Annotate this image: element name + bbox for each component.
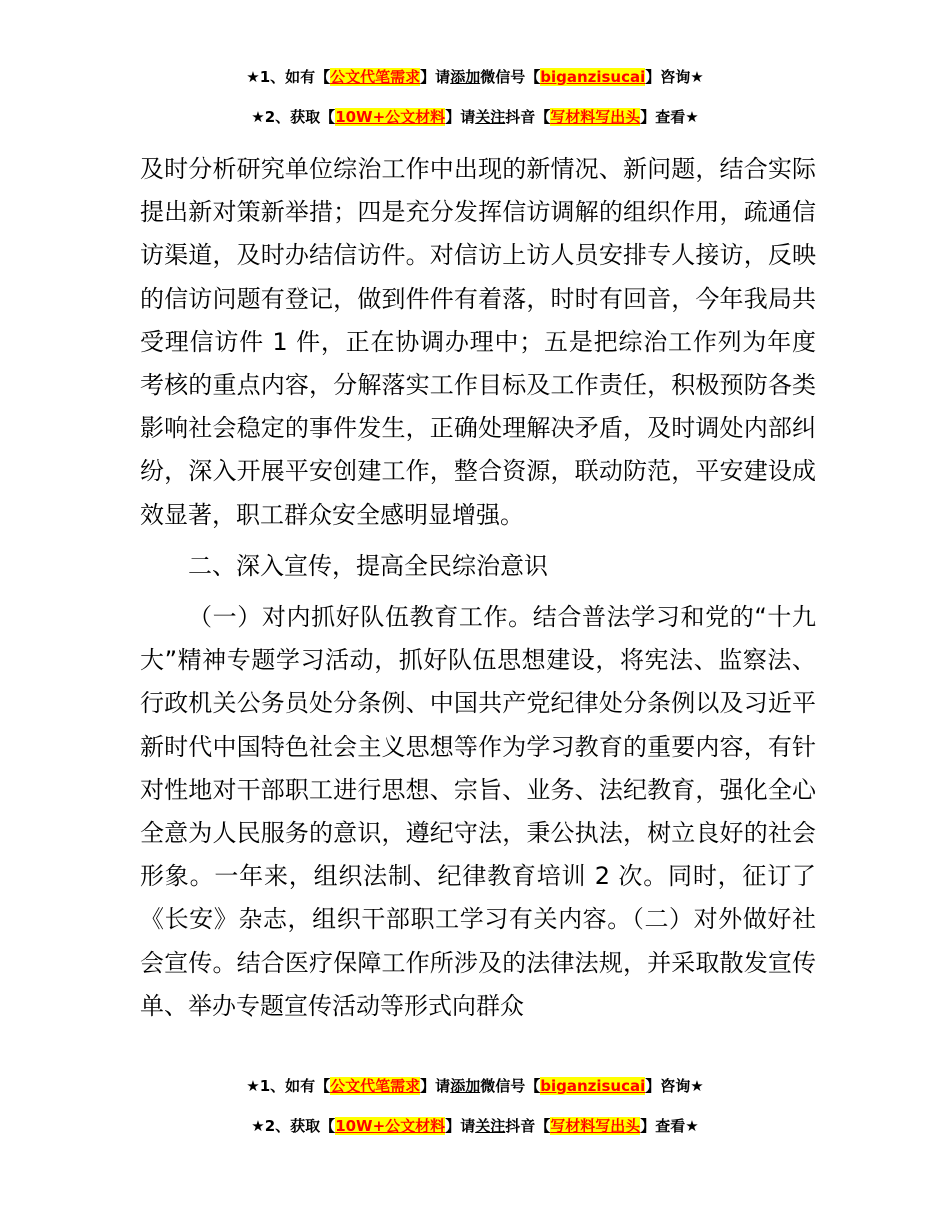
promo-text: ★2、获取【 bbox=[251, 108, 336, 126]
body-paragraph-1: 及时分析研究单位综治工作中出现的新情况、新问题，结合实际提出新对策新举措；四是充分发挥信访调解的组织作用，疏通信访渠道，及时办结信访件。对信访上访人员安排专人接访，反映的信访问题有登记，做到件件有着落，时时有回音，今年我局共受理信访件 1 件，正在协调办理中；五是把综治工作列为年度考核的重点内容，分解落实工作目标及工作责任，积极预防各类影响社会稳定的事件发生，正确处理解决矛盾，及时调处内部纠纷，深入开展平安创建工作，整合资源，联动防范，平安建设成效显著，职工群众安全感明显增强。 bbox=[140, 155, 816, 529]
promo-highlight-wechat-id: biganzisucai bbox=[540, 1077, 646, 1095]
promo-highlight-douyin-account: 写材料写出头 bbox=[550, 108, 641, 126]
promo-text: 抖音【 bbox=[505, 108, 551, 126]
header-promo-line-1 bbox=[0, 67, 950, 87]
promo-highlight-materials: 10W+公文材料 bbox=[335, 108, 446, 126]
promo-highlight-service: 公文代笔需求 bbox=[330, 1077, 421, 1095]
promo-underlined-word: 添加 bbox=[450, 1077, 481, 1095]
promo-text: 】咨询★ bbox=[645, 68, 704, 86]
document-body bbox=[140, 148, 816, 1028]
promo-text: ★2、获取【 bbox=[251, 1117, 336, 1135]
promo-highlight-wechat-id: biganzisucai bbox=[540, 68, 646, 86]
promo-text: 】请 bbox=[445, 1117, 476, 1135]
header-promo-line-2 bbox=[0, 107, 950, 127]
promo-text: 】查看★ bbox=[640, 108, 699, 126]
promo-text: 】请 bbox=[420, 1077, 451, 1095]
promo-text: 】咨询★ bbox=[645, 1077, 704, 1095]
footer-promo-line-2 bbox=[0, 1116, 950, 1136]
promo-text: 】请 bbox=[420, 68, 451, 86]
promo-highlight-service: 公文代笔需求 bbox=[330, 68, 421, 86]
promo-underlined-word: 关注 bbox=[475, 1117, 506, 1135]
promo-text: 】查看★ bbox=[640, 1117, 699, 1135]
promo-underlined-word: 关注 bbox=[475, 108, 506, 126]
body-paragraph-2: （一）对内抓好队伍教育工作。结合普法学习和党的“十九大”精神专题学习活动，抓好队伍思想建设，将宪法、监察法、行政机关公务员处分条例、中国共产党纪律处分条例以及习近平新时代中国特色社会主义思想等作为学习教育的重要内容，有针对性地对干部职工进行思想、宗旨、业务、法纪教育，强化全心全意为人民服务的意识，遵纪守法，秉公执法，树立良好的社会形象。一年来，组织法制、纪律教育培训 2 次。同时，征订了《长安》杂志，组织干部职工学习有关内容。（二）对外做好社会宣传。结合医疗保障工作所涉及的法律法规，并采取散发宣传单、举办专题宣传活动等形式向群众 bbox=[140, 603, 816, 1020]
footer-promo-line-1 bbox=[0, 1076, 950, 1096]
promo-highlight-douyin-account: 写材料写出头 bbox=[550, 1117, 641, 1135]
promo-text: 】请 bbox=[445, 108, 476, 126]
promo-text: 微信号【 bbox=[480, 1077, 541, 1095]
promo-text: 微信号【 bbox=[480, 68, 541, 86]
promo-highlight-materials: 10W+公文材料 bbox=[335, 1117, 446, 1135]
promo-text: ★1、如有【 bbox=[246, 1077, 331, 1095]
promo-underlined-word: 添加 bbox=[450, 68, 481, 86]
promo-text: ★1、如有【 bbox=[246, 68, 331, 86]
promo-text: 抖音【 bbox=[505, 1117, 551, 1135]
section-heading-2: 二、深入宣传，提高全民综治意识 bbox=[188, 551, 548, 580]
